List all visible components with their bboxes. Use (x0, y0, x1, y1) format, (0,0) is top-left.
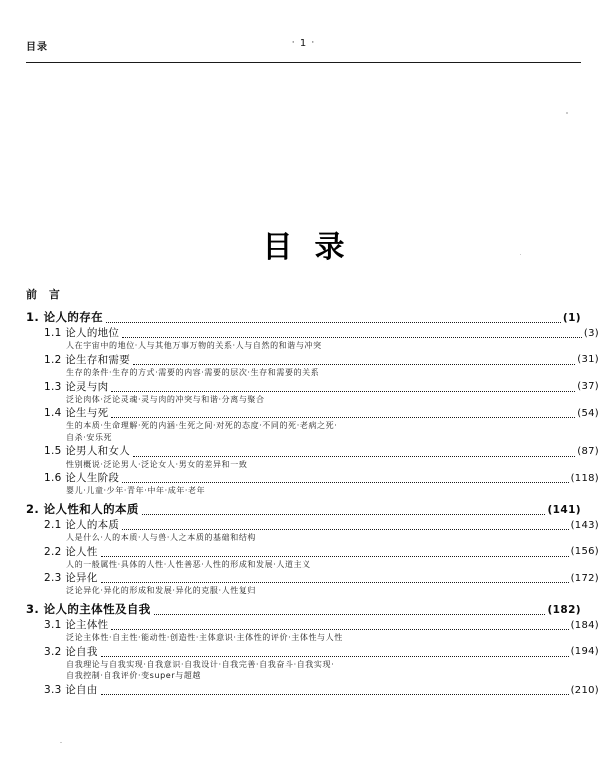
toc-page-number: (31) (577, 354, 599, 366)
dot-right: · (311, 38, 316, 48)
toc-entry[interactable] (26, 407, 599, 419)
toc-leader-dots (101, 688, 569, 695)
toc-description (26, 421, 607, 431)
toc-description (26, 368, 607, 378)
toc-description (26, 341, 607, 351)
toc-entry[interactable] (26, 519, 599, 531)
toc-leader-dots (101, 576, 569, 583)
toc-entry-label: 1.5 论男人和女人 (44, 445, 131, 458)
toc-leader-dots (154, 607, 546, 615)
toc-entry-label: 人是什么·人的本质·人与兽·人之本质的基础和结构 (66, 533, 257, 543)
page-number-area (26, 38, 581, 49)
toc-description (26, 633, 607, 643)
toc-description (26, 660, 607, 670)
toc-entry-label: 性别概说·泛论男人·泛论女人·男女的差异和一致 (66, 459, 248, 469)
header-divider (26, 62, 581, 63)
toc-entry[interactable] (26, 472, 599, 484)
toc-description (26, 486, 607, 496)
toc-page-number: (37) (577, 381, 599, 393)
toc-entry[interactable] (26, 684, 599, 696)
toc-entry-label: 人的一般属性·具体的人性·人性善恶·人性的形成和发展·人道主义 (66, 559, 311, 569)
toc-page-number: (194) (570, 646, 599, 658)
scan-speck (60, 742, 62, 743)
toc-page-number: (87) (577, 446, 599, 457)
toc-entry-label: 自杀·安乐死 (66, 432, 113, 442)
toc-entry-label: 自我理论与自我实现·自我意识·自我设计·自我完善·自我奋斗·自我实现· (66, 659, 335, 669)
toc-description (26, 586, 607, 596)
toc-entry-label: 生的本质·生命理解·死的内涵·生死之间·对死的态度·不同的死·老病之死· (66, 421, 338, 431)
toc-entry-label: 1.4 论生与死 (44, 407, 109, 420)
toc-entry[interactable] (26, 603, 581, 616)
toc-entry-label: 泛论异化·异化的形成和发展·异化的克服·人性复归 (66, 586, 257, 596)
scan-speck (566, 112, 568, 114)
toc-entry[interactable] (26, 546, 599, 558)
toc-leader-dots (111, 385, 575, 392)
toc-entry-label: 3.3 论自由 (44, 684, 98, 697)
toc-entry-label: 1.1 论人的地位 (44, 327, 120, 340)
toc-entry-label: 人在宇宙中的地位·人与其他万事万物的关系·人与自然的和谐与冲突 (66, 341, 322, 351)
toc-leader-dots (122, 523, 568, 530)
toc-description (26, 460, 607, 470)
toc-entry-label: 自我控制·自我评价·变super与超越 (66, 671, 202, 681)
toc-page-number: (143) (570, 519, 599, 531)
toc-leader-dots (106, 315, 561, 323)
page-number: 1 (299, 38, 308, 49)
toc-entry-label: 2.3 论异化 (44, 572, 98, 585)
toc-entry-label: 泛论肉体·泛论灵魂·灵与肉的冲突与和谐·分离与聚合 (66, 394, 265, 404)
toc-entry-label: 2. 论人性和人的本质 (26, 501, 139, 516)
toc-entry[interactable] (26, 327, 599, 339)
toc-description (26, 671, 607, 681)
toc-entry-label: 2.1 论人的本质 (44, 518, 120, 531)
toc-entry-label: 3.2 论自我 (44, 645, 98, 658)
toc-entry-label: 1. 论人的存在 (26, 310, 104, 324)
toc-entry-label: 2.2 论人性 (44, 545, 98, 558)
table-of-contents (26, 286, 599, 697)
toc-entry[interactable] (26, 572, 599, 584)
toc-description (26, 560, 607, 570)
toc-entry-label: 1.3 论灵与肉 (44, 380, 109, 393)
page-title: 目录 (262, 230, 367, 265)
toc-leader-dots (142, 507, 546, 515)
toc-description (26, 433, 607, 443)
toc-description (26, 533, 607, 543)
toc-leader-dots (111, 623, 568, 630)
toc-entry[interactable] (26, 646, 599, 658)
scan-speck (520, 254, 521, 255)
preface-label: 前 言 (26, 288, 64, 301)
running-head-left: 目录 (26, 42, 48, 53)
toc-leader-dots (111, 411, 575, 418)
toc-entry[interactable] (26, 311, 581, 324)
toc-entry-label: 1.6 论人生阶段 (44, 472, 120, 485)
toc-entry[interactable] (26, 619, 599, 631)
toc-page-number: (184) (570, 619, 599, 631)
toc-page-number: (156) (570, 546, 599, 558)
toc-leader-dots (101, 650, 569, 657)
toc-entry-label: 3. 论人的主体性及自我 (26, 601, 151, 616)
toc-page-number: (210) (570, 684, 599, 696)
toc-entry[interactable] (26, 354, 599, 366)
toc-entry[interactable] (26, 445, 599, 457)
running-head (26, 38, 581, 60)
toc-description (26, 395, 607, 405)
toc-leader-dots (101, 550, 569, 557)
toc-leader-dots (122, 476, 568, 483)
toc-entry-label: 3.1 论主体性 (44, 619, 109, 632)
toc-page-number: (3) (583, 327, 599, 339)
toc-leader-dots (133, 450, 575, 457)
toc-entry-label: 1.2 论生存和需要 (44, 353, 131, 366)
toc-entry[interactable] (26, 381, 599, 393)
toc-entry-label: 生存的条件·生存的方式·需要的内容·需要的层次·生存和需要的关系 (66, 367, 320, 377)
toc-entry-label: 泛论主体性·自主性·能动性·创造性·主体意识·主体性的评价·主体性与人性 (66, 633, 343, 643)
toc-entry-label: 婴儿·儿童·少年·青年·中年·成年·老年 (66, 486, 206, 496)
toc-entry[interactable] (26, 503, 581, 516)
toc-leader-dots (122, 331, 582, 338)
toc-page-number: (182) (547, 604, 581, 617)
dot-left: · (291, 38, 296, 48)
toc-page-number: (54) (577, 407, 599, 419)
toc-page-number: (1) (562, 312, 581, 325)
toc-page-number: (141) (547, 503, 581, 516)
toc-page-number: (172) (570, 572, 599, 584)
toc-list (26, 310, 599, 697)
toc-page-number: (118) (570, 472, 599, 484)
toc-leader-dots (133, 358, 575, 365)
